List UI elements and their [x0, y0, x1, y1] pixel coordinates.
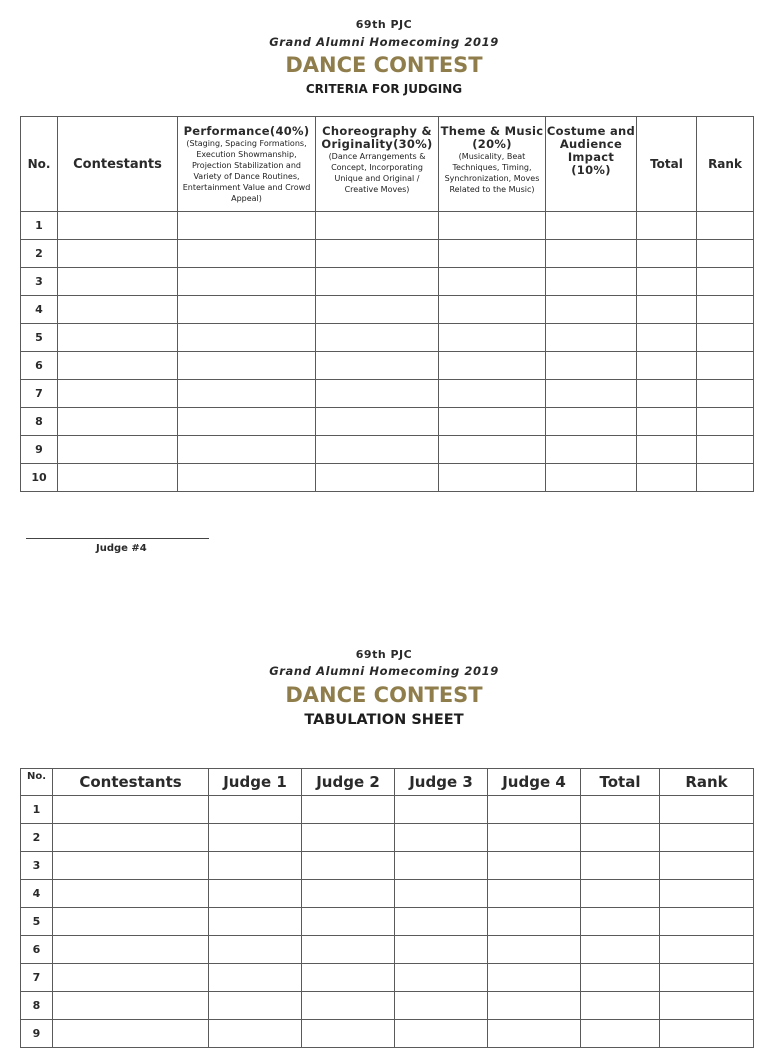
score-cell[interactable] — [660, 852, 754, 880]
score-cell[interactable] — [439, 212, 546, 240]
score-cell[interactable] — [697, 352, 754, 380]
criteria-table — [20, 116, 754, 492]
score-cell[interactable] — [395, 796, 488, 824]
col-contestants-2: Contestants — [53, 769, 209, 796]
score-cell[interactable] — [439, 408, 546, 436]
score-cell[interactable] — [546, 240, 637, 268]
col-no-2: No. — [21, 769, 53, 796]
table-row — [21, 324, 754, 352]
score-cell[interactable] — [581, 880, 660, 908]
section-title-2: TABULATION SHEET — [304, 712, 464, 728]
col-judge1: Judge 1 — [209, 769, 302, 796]
score-cell[interactable] — [637, 296, 697, 324]
score-cell[interactable] — [395, 852, 488, 880]
score-cell[interactable] — [546, 408, 637, 436]
score-cell[interactable] — [697, 212, 754, 240]
row-number: 2 — [21, 824, 53, 852]
score-cell[interactable] — [637, 324, 697, 352]
col-contestants: Contestants — [58, 117, 178, 212]
score-cell[interactable] — [53, 824, 209, 852]
score-cell[interactable] — [581, 964, 660, 992]
score-cell[interactable] — [178, 380, 316, 408]
table-row — [21, 408, 754, 436]
score-cell[interactable] — [546, 464, 637, 492]
score-cell[interactable] — [637, 464, 697, 492]
score-cell[interactable] — [209, 964, 302, 992]
score-cell[interactable] — [58, 296, 178, 324]
choreography-label: Choreography & Originality(30%) — [321, 124, 433, 151]
col-rank-2: Rank — [660, 769, 754, 796]
col-no: No. — [21, 117, 58, 212]
score-cell[interactable] — [637, 380, 697, 408]
score-cell[interactable] — [302, 852, 395, 880]
table-row — [21, 296, 754, 324]
score-cell[interactable] — [53, 992, 209, 1020]
score-cell[interactable] — [209, 936, 302, 964]
table-row — [21, 464, 754, 492]
row-number: 7 — [21, 964, 53, 992]
score-cell[interactable] — [697, 464, 754, 492]
score-cell[interactable] — [488, 880, 581, 908]
score-cell[interactable] — [697, 408, 754, 436]
score-cell[interactable] — [697, 436, 754, 464]
score-cell[interactable] — [581, 908, 660, 936]
score-cell[interactable] — [581, 796, 660, 824]
event-subtitle-2: Grand Alumni Homecoming 2019 — [269, 664, 499, 678]
row-number: 4 — [21, 296, 58, 324]
score-cell[interactable] — [58, 268, 178, 296]
score-cell[interactable] — [209, 852, 302, 880]
row-number: 1 — [21, 212, 58, 240]
score-cell[interactable] — [488, 964, 581, 992]
table-row — [21, 380, 754, 408]
score-cell[interactable] — [581, 936, 660, 964]
score-cell[interactable] — [178, 436, 316, 464]
row-number: 8 — [21, 992, 53, 1020]
score-cell[interactable] — [302, 992, 395, 1020]
score-cell[interactable] — [302, 796, 395, 824]
theme-desc: (Musicality, Beat Techniques, Timing, Synchronization, Moves Related to the Music) — [444, 152, 540, 194]
score-cell[interactable] — [439, 296, 546, 324]
col-choreography — [316, 117, 439, 212]
col-total-2: Total — [581, 769, 660, 796]
score-cell[interactable] — [697, 324, 754, 352]
score-cell[interactable] — [697, 268, 754, 296]
score-cell[interactable] — [660, 908, 754, 936]
score-cell[interactable] — [58, 324, 178, 352]
score-cell[interactable] — [488, 796, 581, 824]
score-cell[interactable] — [697, 296, 754, 324]
score-cell[interactable] — [209, 824, 302, 852]
score-cell[interactable] — [660, 824, 754, 852]
score-cell[interactable] — [697, 380, 754, 408]
performance-label: Performance(40%) — [183, 124, 310, 138]
score-cell[interactable] — [209, 796, 302, 824]
score-cell[interactable] — [395, 992, 488, 1020]
col-total: Total — [637, 117, 697, 212]
table-row — [21, 824, 754, 852]
score-cell[interactable] — [637, 268, 697, 296]
row-number: 2 — [21, 240, 58, 268]
score-cell[interactable] — [53, 880, 209, 908]
score-cell[interactable] — [488, 824, 581, 852]
score-cell[interactable] — [302, 824, 395, 852]
score-cell[interactable] — [395, 824, 488, 852]
score-cell[interactable] — [53, 852, 209, 880]
event-name-2: 69th PJC — [355, 648, 413, 661]
score-cell[interactable] — [395, 964, 488, 992]
score-cell[interactable] — [439, 464, 546, 492]
score-cell[interactable] — [302, 936, 395, 964]
table-row — [21, 936, 754, 964]
score-cell[interactable] — [316, 240, 439, 268]
score-cell[interactable] — [53, 908, 209, 936]
score-cell[interactable] — [209, 880, 302, 908]
score-cell[interactable] — [316, 212, 439, 240]
row-number: 6 — [21, 936, 53, 964]
score-cell[interactable] — [637, 240, 697, 268]
score-cell[interactable] — [58, 436, 178, 464]
score-cell[interactable] — [316, 436, 439, 464]
score-cell[interactable] — [53, 936, 209, 964]
score-cell[interactable] — [302, 964, 395, 992]
col-costume — [546, 117, 637, 212]
score-cell[interactable] — [439, 324, 546, 352]
score-cell[interactable] — [316, 380, 439, 408]
table-row — [21, 436, 754, 464]
score-cell[interactable] — [488, 852, 581, 880]
table-row — [21, 212, 754, 240]
score-cell[interactable] — [178, 352, 316, 380]
row-number: 1 — [21, 796, 53, 824]
score-cell[interactable] — [209, 908, 302, 936]
score-cell[interactable] — [178, 296, 316, 324]
score-cell[interactable] — [178, 212, 316, 240]
score-cell[interactable] — [178, 408, 316, 436]
row-number: 8 — [21, 408, 58, 436]
score-cell[interactable] — [581, 852, 660, 880]
table-row — [21, 268, 754, 296]
tabulation-table — [20, 768, 754, 1048]
costume-label: Costume and Audience Impact (10%) — [546, 124, 636, 177]
table-row — [21, 796, 754, 824]
score-cell[interactable] — [660, 964, 754, 992]
score-cell[interactable] — [439, 380, 546, 408]
table-row — [21, 880, 754, 908]
score-cell[interactable] — [302, 908, 395, 936]
theme-label: Theme & Music (20%) — [440, 124, 544, 151]
row-number: 7 — [21, 380, 58, 408]
score-cell[interactable] — [395, 880, 488, 908]
score-cell[interactable] — [53, 964, 209, 992]
score-cell[interactable] — [178, 268, 316, 296]
event-subtitle: Grand Alumni Homecoming 2019 — [269, 35, 499, 49]
table-row — [21, 852, 754, 880]
col-judge4: Judge 4 — [488, 769, 581, 796]
row-number: 10 — [21, 464, 58, 492]
table-row — [21, 964, 754, 992]
table-row — [21, 908, 754, 936]
col-performance — [178, 117, 316, 212]
page-title: DANCE CONTEST — [285, 53, 483, 77]
score-cell[interactable] — [546, 324, 637, 352]
score-cell[interactable] — [439, 268, 546, 296]
score-cell[interactable] — [660, 936, 754, 964]
score-cell[interactable] — [488, 908, 581, 936]
score-cell[interactable] — [316, 352, 439, 380]
score-cell[interactable] — [546, 380, 637, 408]
score-cell[interactable] — [316, 296, 439, 324]
score-cell[interactable] — [546, 352, 637, 380]
score-cell[interactable] — [58, 464, 178, 492]
row-number: 3 — [21, 268, 58, 296]
score-cell[interactable] — [178, 240, 316, 268]
score-cell[interactable] — [316, 408, 439, 436]
event-name: 69th PJC — [355, 18, 413, 31]
score-cell[interactable] — [488, 936, 581, 964]
performance-desc: (Staging, Spacing Formations, Execution Showmanship, Projection Stabilization and Variety of Dance Routines, Entertainment Value and Crowd Appeal) — [182, 139, 311, 203]
score-cell[interactable] — [637, 352, 697, 380]
score-cell[interactable] — [58, 240, 178, 268]
score-cell[interactable] — [178, 464, 316, 492]
table-row — [21, 240, 754, 268]
row-number: 5 — [21, 908, 53, 936]
score-cell[interactable] — [439, 352, 546, 380]
score-cell[interactable] — [697, 240, 754, 268]
score-cell[interactable] — [637, 436, 697, 464]
col-judge3: Judge 3 — [395, 769, 488, 796]
score-cell[interactable] — [660, 880, 754, 908]
score-cell[interactable] — [316, 268, 439, 296]
score-cell[interactable] — [660, 796, 754, 824]
score-cell[interactable] — [53, 796, 209, 824]
score-cell[interactable] — [302, 880, 395, 908]
score-cell[interactable] — [546, 296, 637, 324]
score-cell[interactable] — [637, 408, 697, 436]
score-cell[interactable] — [660, 992, 754, 1020]
score-cell[interactable] — [488, 992, 581, 1020]
score-cell[interactable] — [439, 436, 546, 464]
col-rank: Rank — [697, 117, 754, 212]
score-cell[interactable] — [439, 240, 546, 268]
choreography-desc: (Dance Arrangements & Concept, Incorporating Unique and Original / Creative Moves) — [328, 152, 426, 194]
score-cell[interactable] — [546, 212, 637, 240]
score-cell[interactable] — [58, 380, 178, 408]
score-cell[interactable] — [395, 936, 488, 964]
score-cell[interactable] — [316, 464, 439, 492]
page-title-2: DANCE CONTEST — [285, 683, 483, 707]
row-number: 4 — [21, 880, 53, 908]
row-number: 9 — [21, 436, 58, 464]
score-cell[interactable] — [178, 324, 316, 352]
score-cell[interactable] — [546, 268, 637, 296]
row-number: 3 — [21, 852, 53, 880]
score-cell[interactable] — [637, 212, 697, 240]
score-cell[interactable] — [581, 824, 660, 852]
score-cell[interactable] — [209, 992, 302, 1020]
col-theme — [439, 117, 546, 212]
score-cell[interactable] — [316, 324, 439, 352]
table-row — [21, 992, 754, 1020]
score-cell[interactable] — [58, 212, 178, 240]
score-cell[interactable] — [581, 992, 660, 1020]
row-number: 6 — [21, 352, 58, 380]
col-judge2: Judge 2 — [302, 769, 395, 796]
score-cell[interactable] — [58, 352, 178, 380]
score-cell[interactable] — [546, 436, 637, 464]
row-number: 5 — [21, 324, 58, 352]
score-cell[interactable] — [58, 408, 178, 436]
row-number: 9 — [21, 1020, 53, 1048]
score-cell[interactable] — [395, 908, 488, 936]
signature-line — [26, 538, 209, 539]
table-row — [21, 352, 754, 380]
section-title: CRITERIA FOR JUDGING — [305, 82, 463, 96]
judge-label: Judge #4 — [96, 543, 147, 554]
